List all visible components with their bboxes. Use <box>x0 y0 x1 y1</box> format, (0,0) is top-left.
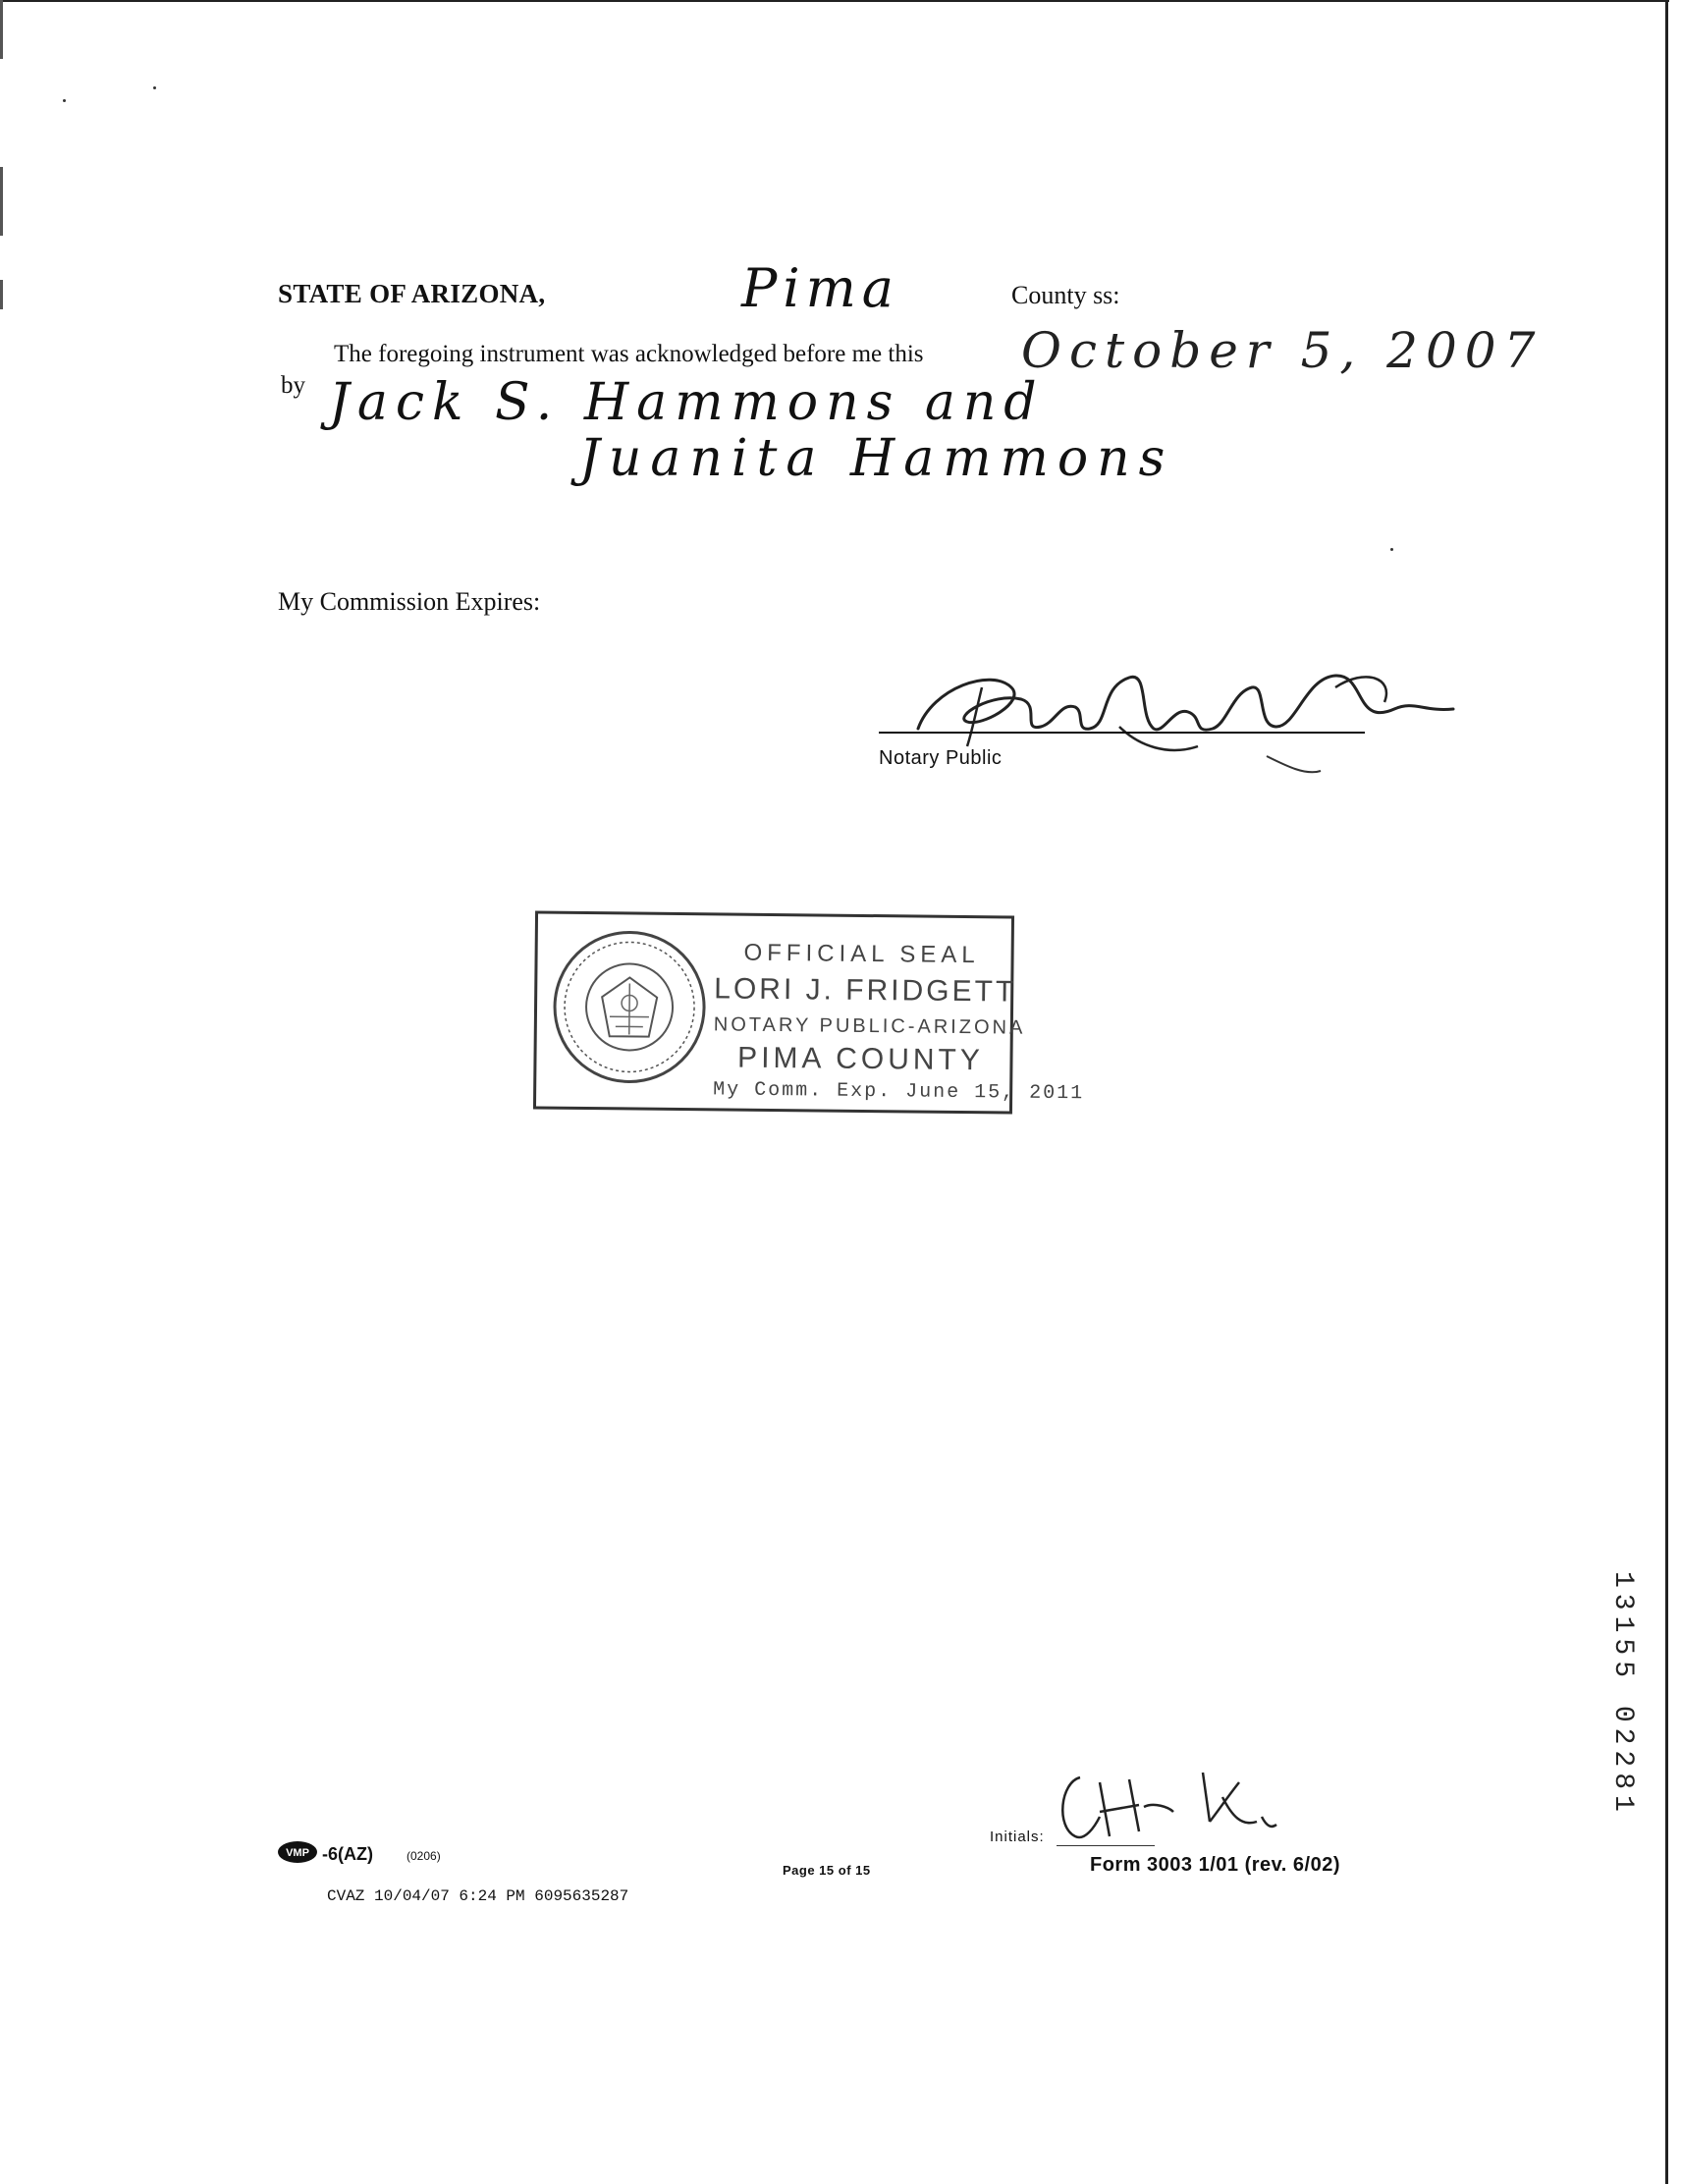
svg-text:VMP: VMP <box>286 1847 309 1859</box>
date-handwritten: October 5, 2007 <box>1021 322 1544 379</box>
seal-title: OFFICIAL SEAL <box>743 939 980 969</box>
initials-line <box>1057 1845 1155 1846</box>
form-number: Form 3003 1/01 (rev. 6/02) <box>1090 1854 1340 1876</box>
foregoing-text: The foregoing instrument was acknowledged before me this <box>334 341 924 367</box>
seal-notary-name: LORI J. FRIDGETT <box>714 972 1017 1009</box>
scan-edge-left-mark <box>0 280 3 309</box>
scan-edge-top <box>0 0 1669 2</box>
recording-number <box>1602 1571 1638 1846</box>
scan-speck <box>153 86 156 89</box>
county-label: County ss: <box>1011 281 1120 309</box>
seal-notary-state: NOTARY PUBLIC-ARIZONA <box>713 1013 1026 1039</box>
initials-label: Initials: <box>990 1829 1045 1845</box>
vmp-logo-icon <box>277 1840 318 1864</box>
page-number: Page 15 of 15 <box>783 1863 871 1878</box>
names-handwritten-line1: Jack S. Hammons and <box>329 373 1045 432</box>
scan-speck <box>1390 548 1393 551</box>
scan-speck <box>63 99 66 102</box>
scan-edge-left-mark <box>0 0 3 59</box>
state-seal-emblem-icon <box>550 928 709 1087</box>
cvaz-line: CVAZ 10/04/07 6:24 PM 6095635287 <box>327 1887 629 1905</box>
by-label: by <box>281 372 305 399</box>
recording-number-text: 13155 02281 <box>1607 1571 1638 1818</box>
scan-edge-right <box>1665 0 1668 2184</box>
state-label: STATE OF ARIZONA, <box>278 279 546 308</box>
form-date-code: (0206) <box>407 1849 441 1863</box>
notary-public-label: Notary Public <box>879 747 1003 769</box>
scan-edge-left-mark <box>0 167 3 236</box>
seal-commission-expiry: My Comm. Exp. June 15, 2011 <box>713 1078 1085 1106</box>
official-seal-stamp <box>533 910 1085 1114</box>
seal-county: PIMA COUNTY <box>736 1041 985 1077</box>
notary-signature-line <box>879 732 1365 734</box>
commission-expires-label: My Commission Expires: <box>278 587 541 616</box>
names-handwritten-line2: Juanita Hammons <box>579 429 1174 488</box>
county-handwritten: Pima <box>741 257 900 319</box>
form-code: -6(AZ) <box>322 1844 373 1864</box>
